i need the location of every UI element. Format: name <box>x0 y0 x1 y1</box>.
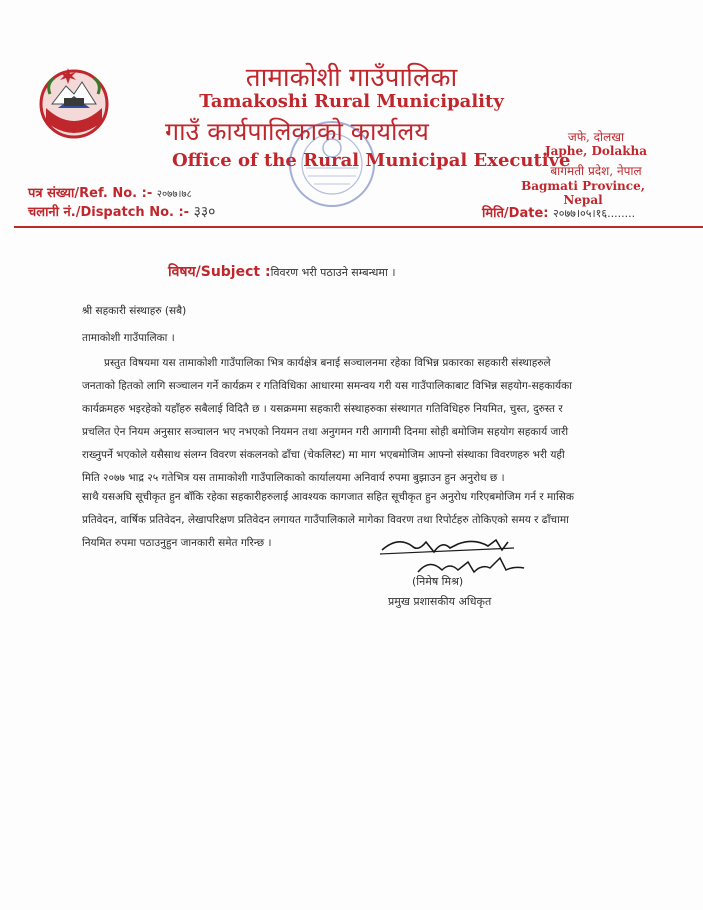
body-line: जनताको हितको लागि सञ्चालन गर्ने कार्यक्रम र गतिविधिका आधारमा समन्वय गरी यस गाउँपालिकाबाट विभिन्न सहयोग-सहकार्यका <box>82 380 572 392</box>
recipient-line-1: श्री सहकारी संस्थाहरु (सबै) <box>82 305 187 317</box>
body-line: प्रस्तुत विषयमा यस तामाकोशी गाउँपालिका भित्र कार्यक्षेत्र बनाई सञ्चालनमा रहेका विभिन्न प्रकारका सहकारी संस्थाहरुले <box>104 357 551 369</box>
recipient-line-2: तामाकोशी गाउँपालिका । <box>82 332 175 344</box>
body-line: कार्यक्रमहरु भइरहेको यहाँहरु सबैलाई विदितै छ । यसक्रममा सहकारी संस्थाहरुका संस्थागत गतिविधिहरु नियमित, चुस्त, दुरुस्त र <box>82 403 563 415</box>
body-line: मिति २०७७ भाद्र २५ गतेभित्र यस तामाकोशी गाउँपालिकाको कार्यालयमा अनिवार्य रुपमा बुझाउन हुन अनुरोध छ । <box>82 472 505 484</box>
body-line: साथै यसअघि सूचीकृत हुन बाँकि रहेका सहकारीहरुलाई आवश्यक कागजात सहित सूचीकृत हुन अनुरोध गरिएबमोजिम गर्न र मासिक <box>82 491 574 503</box>
dispatch-number <box>28 202 215 221</box>
municipality-title-nepali: तामाकोशी गाउँपालिका <box>245 63 458 93</box>
province-nepali: बागमती प्रदेश, नेपाल <box>550 164 642 178</box>
date-value: २०७७।०५।१६........ <box>553 207 636 220</box>
signatory-title: प्रमुख प्रशासकीय अधिकृत <box>388 595 492 608</box>
letterhead-divider <box>14 226 703 228</box>
address-nepali: जफे, दोलखा <box>567 130 625 144</box>
body-line: प्रतिवेदन, वार्षिक प्रतिवेदन, लेखापरिक्षण प्रतिवेदन लगायत गाउँपालिकाले मागेका विवरण तथा रिपोर्टहरु तोकिएको समय र ढाँचामा <box>82 514 569 526</box>
municipality-title-english: Tamakoshi Rural Municipality <box>199 91 504 112</box>
ref-label: पत्र संख्या/Ref. No. :- <box>28 186 153 201</box>
body-paragraph-1 <box>82 352 682 490</box>
ref-value: २०७७।७८ <box>156 189 192 200</box>
body-line: प्रचलित ऐन नियम अनुसार सञ्चालन भए नभएको नियमन तथा अनुगमन गरी आगामी दिनमा सोही बमोजिम सहयोग सहकार्य जारी <box>82 426 569 438</box>
handwritten-signature <box>378 528 538 578</box>
office-title-english: Office of the Rural Municipal Executive <box>172 150 571 171</box>
subject-label: विषय/Subject : <box>168 264 271 280</box>
letter-date <box>482 203 635 221</box>
address-english: Japhe, Dolakha <box>544 144 648 158</box>
dispatch-label: चलानी नं./Dispatch No. :- <box>28 205 190 220</box>
dispatch-value: ३३० <box>193 204 216 220</box>
province-english: Bagmati Province, Nepal <box>521 179 645 207</box>
subject-text: विवरण भरी पठाउने सम्बन्धमा । <box>270 266 396 279</box>
subject-line <box>168 262 396 281</box>
date-label: मिति/Date: <box>482 206 549 221</box>
body-line: राख्नुपर्ने भएकोले यसैसाथ संलग्न विवरण संकलनको ढाँचा (चेकलिस्ट) मा माग भएबमोजिम आफ्नो संस्थाका विवरणहरु भरी यही <box>82 449 565 461</box>
office-title-nepali: गाउँ कार्यपालिकाको कार्यालय <box>165 117 429 146</box>
reference-number <box>28 183 192 201</box>
body-line: नियमित रुपमा पठाउनुहुन जानकारी समेत गरिन्छ । <box>82 537 272 549</box>
signatory-name: (निमेष मिश्र) <box>412 575 464 588</box>
